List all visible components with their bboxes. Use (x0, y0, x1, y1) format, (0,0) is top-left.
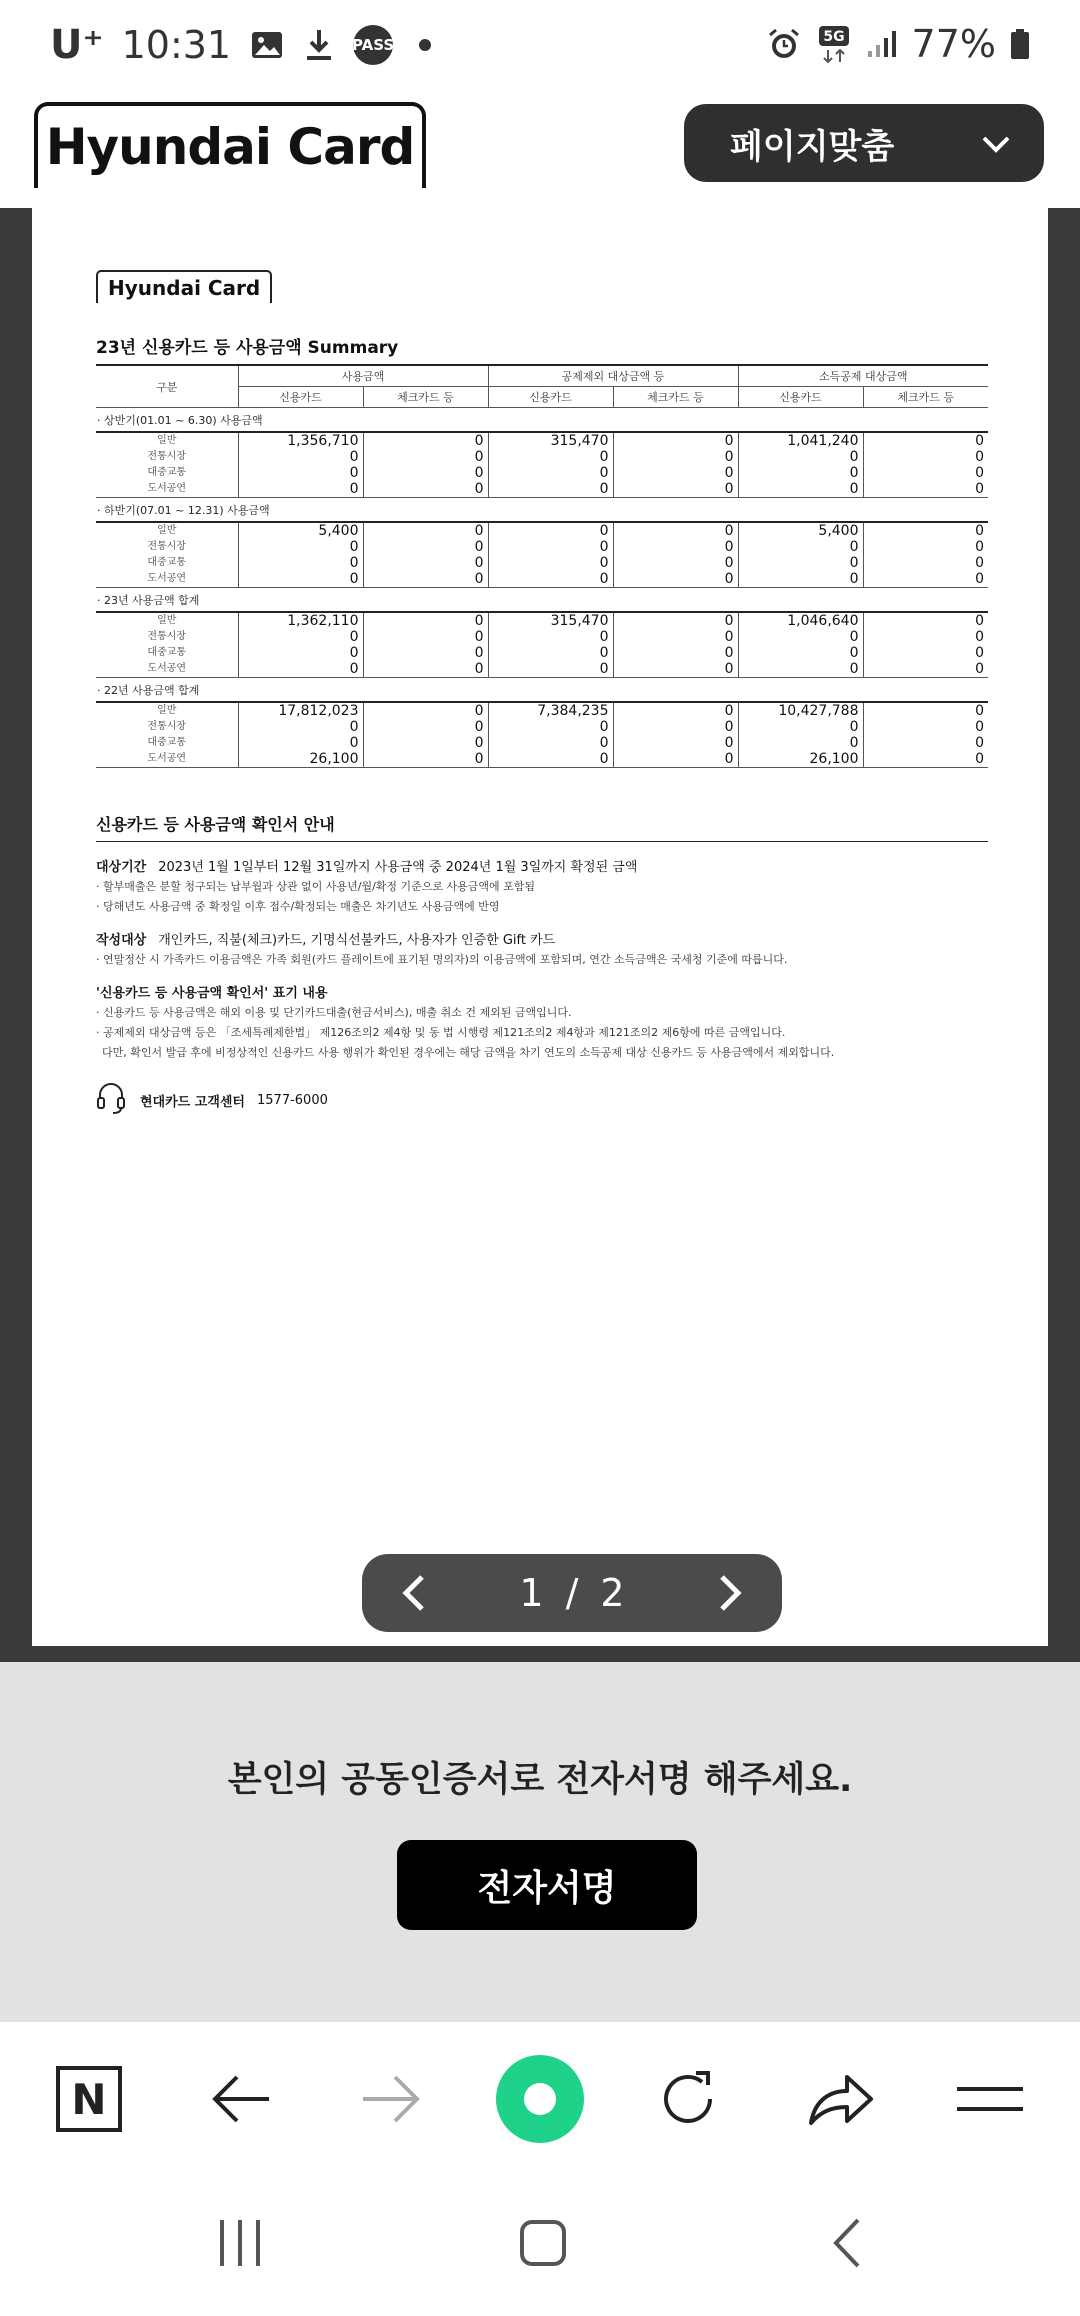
amount-cell: 0 (738, 555, 863, 571)
amount-cell: 0 (238, 719, 363, 735)
page-fit-label: 페이지맞춤 (730, 126, 895, 167)
row-label: 일반 (157, 705, 177, 716)
amount-cell: 0 (738, 449, 863, 465)
guide-title: 신용카드 등 사용금액 확인서 안내 (96, 812, 988, 842)
amount-cell: 0 (363, 645, 488, 661)
row-label: 도서공연 (96, 661, 238, 678)
amount-cell: 0 (863, 735, 988, 751)
document-page (32, 208, 1048, 1646)
hyundai-card-logo: Hyundai Card (34, 102, 426, 188)
amount-cell: 0 (488, 645, 613, 661)
e-signature-button[interactable]: 전자서명 (397, 1840, 697, 1930)
cs-label: 현대카드 고객센터 (140, 1094, 245, 1110)
amount-cell: 0 (488, 751, 613, 768)
amount-cell: 0 (863, 539, 988, 555)
period-label: 대상기간 (96, 860, 147, 875)
total-pages: 2 (600, 1571, 625, 1615)
period-note: · 당해년도 사용금액 중 확정일 이후 접수/확정되는 매출은 차기년도 사용금액에 반영 (96, 900, 500, 913)
display-row (96, 982, 988, 1001)
row-label: 전통시장 (147, 451, 187, 462)
row-label: 일반 (157, 435, 177, 446)
display-note: · 공제제외 대상금액 등은 「조세특례제한법」 제126조의2 제4항 및 동 법 시행령 제121조의2 제4항과 제121조의2 제6항에 따른 금액입니다. (96, 1026, 786, 1039)
sub-header: 체크카드 등 (613, 387, 738, 408)
amount-cell: 26,100 (238, 751, 363, 768)
amount-cell: 0 (613, 702, 738, 719)
amount-cell: 0 (863, 481, 988, 498)
amount-cell: 1,041,240 (738, 432, 863, 449)
section-header-row (96, 498, 988, 523)
customer-center (96, 1081, 988, 1119)
amount-cell: 5,400 (738, 522, 863, 539)
amount-cell: 315,470 (488, 612, 613, 629)
chevron-down-icon (978, 126, 1014, 171)
naver-home-icon[interactable] (44, 2054, 134, 2144)
back-arrow-icon[interactable] (196, 2054, 286, 2144)
amount-cell: 0 (363, 449, 488, 465)
next-page-button[interactable] (712, 1573, 748, 1622)
amount-cell: 0 (738, 571, 863, 588)
pass-icon: PASS (353, 25, 393, 65)
row-label: 대중교통 (147, 467, 187, 478)
amount-cell: 7,384,235 (488, 702, 613, 719)
amount-cell: 0 (238, 449, 363, 465)
amount-cell: 0 (363, 661, 488, 678)
group-header: 소득공제 대상금액 (738, 365, 988, 387)
page-navigator (362, 1554, 782, 1632)
amount-cell: 0 (738, 481, 863, 498)
amount-cell: 0 (363, 735, 488, 751)
row-label: 전통시장 (147, 721, 187, 732)
period-row (96, 856, 988, 875)
table-row (96, 539, 988, 555)
carrier-label: U⁺ (50, 22, 104, 68)
section-header-row (96, 408, 988, 433)
document-logo: Hyundai Card (96, 270, 272, 303)
amount-cell: 5,400 (238, 522, 363, 539)
menu-icon[interactable] (945, 2054, 1035, 2144)
amount-cell: 0 (863, 645, 988, 661)
amount-cell: 0 (613, 719, 738, 735)
row-label: 전통시장 (147, 631, 187, 642)
amount-cell: 0 (363, 702, 488, 719)
amount-cell: 10,427,788 (738, 702, 863, 719)
amount-cell: 0 (613, 661, 738, 678)
green-dot-icon[interactable] (495, 2054, 585, 2144)
period-text: 2023년 1월 1일부터 12월 31일까지 사용금액 중 2024년 1월 3일까지 확정된 금액 (158, 860, 638, 875)
page-separator: / (565, 1571, 579, 1615)
table-row (96, 555, 988, 571)
amount-cell: 0 (613, 629, 738, 645)
table-row (96, 735, 988, 751)
gallery-icon (249, 27, 285, 63)
download-icon (303, 27, 335, 63)
table-row (96, 719, 988, 735)
row-label: 일반 (157, 615, 177, 626)
amount-cell: 0 (613, 449, 738, 465)
network-5g-icon (816, 24, 852, 64)
amount-cell: 17,812,023 (238, 702, 363, 719)
amount-cell: 0 (238, 571, 363, 588)
amount-cell: 0 (613, 432, 738, 449)
row-label: 대중교통 (147, 557, 187, 568)
amount-cell: 0 (238, 465, 363, 481)
app-header (0, 96, 1080, 208)
amount-cell: 0 (613, 612, 738, 629)
amount-cell: 0 (613, 735, 738, 751)
amount-cell: 0 (613, 645, 738, 661)
alarm-icon (766, 26, 802, 62)
amount-cell: 0 (238, 629, 363, 645)
summary-title: 23년 신용카드 등 사용금액 Summary (96, 338, 399, 358)
amount-cell: 0 (738, 719, 863, 735)
amount-cell: 1,046,640 (738, 612, 863, 629)
sign-panel (0, 1662, 1080, 2022)
home-icon[interactable] (503, 2208, 583, 2278)
amount-cell: 0 (863, 432, 988, 449)
amount-cell: 0 (238, 645, 363, 661)
amount-cell: 0 (863, 661, 988, 678)
row-label: 대중교통 (147, 647, 187, 658)
forward-arrow-icon[interactable] (346, 2054, 436, 2144)
period-note: · 할부매출은 분할 청구되는 납부월과 상관 없이 사용년/월/확정 기준으로 사용금액에 포함됨 (96, 880, 536, 893)
amount-cell: 0 (363, 481, 488, 498)
row-label: 대중교통 (147, 737, 187, 748)
amount-cell: 0 (863, 465, 988, 481)
sign-prompt: 본인의 공동인증서로 전자서명 해주세요. (227, 1760, 853, 1800)
browser-toolbar (0, 2022, 1080, 2172)
amount-cell: 0 (738, 539, 863, 555)
table-row (96, 449, 988, 465)
amount-cell: 0 (863, 449, 988, 465)
amount-cell: 1,362,110 (238, 612, 363, 629)
current-page: 1 (519, 1571, 544, 1615)
section-title: · 23년 사용금액 합계 (96, 588, 988, 613)
sub-header: 신용카드 (488, 387, 613, 408)
row-label: 도서공연 (96, 481, 238, 498)
table-row (96, 522, 988, 539)
display-label: '신용카드 등 사용금액 확인서' 표기 내용 (96, 986, 328, 1001)
amount-cell: 0 (238, 539, 363, 555)
amount-cell: 1,356,710 (238, 432, 363, 449)
amount-cell: 0 (613, 522, 738, 539)
table-row (96, 612, 988, 629)
col-gubun: 구분 (96, 365, 238, 408)
target-text: 개인카드, 직불(체크)카드, 기명식선불카드, 사용자가 인증한 Gift 카드 (158, 933, 556, 948)
amount-cell: 0 (363, 612, 488, 629)
amount-cell: 0 (738, 465, 863, 481)
amount-cell: 0 (738, 735, 863, 751)
amount-cell: 26,100 (738, 751, 863, 768)
clock: 10:31 (121, 23, 232, 67)
amount-cell: 0 (863, 612, 988, 629)
headset-icon (96, 1081, 126, 1119)
amount-cell: 0 (863, 629, 988, 645)
amount-cell: 0 (363, 432, 488, 449)
amount-cell: 0 (363, 629, 488, 645)
amount-cell: 0 (363, 539, 488, 555)
amount-cell: 0 (613, 539, 738, 555)
table-row (96, 465, 988, 481)
table-row (96, 702, 988, 719)
amount-cell: 0 (863, 522, 988, 539)
share-icon[interactable] (795, 2054, 885, 2144)
sub-header: 체크카드 등 (863, 387, 988, 408)
amount-cell: 315,470 (488, 432, 613, 449)
system-nav-bar (0, 2172, 1080, 2316)
amount-cell: 0 (613, 481, 738, 498)
signal-icon (866, 29, 898, 59)
amount-cell: 0 (863, 751, 988, 768)
amount-cell: 0 (238, 735, 363, 751)
cs-phone: 1577-6000 (257, 1092, 328, 1108)
table-row (96, 629, 988, 645)
page-fit-dropdown[interactable] (684, 104, 1044, 182)
battery-icon (1010, 28, 1030, 60)
amount-cell: 0 (738, 661, 863, 678)
amount-cell: 0 (613, 571, 738, 588)
amount-cell: 0 (613, 465, 738, 481)
sub-header: 신용카드 (738, 387, 863, 408)
document-viewer[interactable] (0, 208, 1080, 1662)
amount-cell: 0 (863, 555, 988, 571)
amount-cell: 0 (863, 702, 988, 719)
sub-header: 체크카드 등 (363, 387, 488, 408)
table-row (96, 571, 988, 588)
amount-cell: 0 (488, 719, 613, 735)
row-label: 도서공연 (96, 571, 238, 588)
amount-cell: 0 (238, 555, 363, 571)
section-header-row (96, 678, 988, 703)
amount-cell: 0 (488, 449, 613, 465)
amount-cell: 0 (488, 629, 613, 645)
group-header: 공제제외 대상금액 등 (488, 365, 738, 387)
amount-cell: 0 (363, 719, 488, 735)
amount-cell: 0 (863, 719, 988, 735)
amount-cell: 0 (363, 751, 488, 768)
section-title: · 22년 사용금액 합계 (96, 678, 988, 703)
refresh-icon[interactable] (643, 2054, 733, 2144)
target-note: · 연말정산 시 가족카드 이용금액은 가족 회원(카드 플레이트에 표기된 명의자)의 이용금액에 포함되며, 연간 소득금액은 국세청 기준에 따릅니다. (96, 953, 788, 966)
amount-cell: 0 (488, 539, 613, 555)
amount-cell: 0 (238, 481, 363, 498)
amount-cell: 0 (238, 661, 363, 678)
amount-cell: 0 (613, 751, 738, 768)
target-row (96, 929, 988, 948)
system-back-icon[interactable] (806, 2208, 886, 2278)
amount-cell: 0 (363, 571, 488, 588)
amount-cell: 0 (613, 555, 738, 571)
amount-cell: 0 (363, 465, 488, 481)
amount-cell: 0 (488, 522, 613, 539)
sub-header: 신용카드 (238, 387, 363, 408)
row-label: 도서공연 (96, 751, 238, 768)
naver-letter: N (71, 2075, 107, 2124)
summary-table (96, 364, 988, 768)
display-note: · 신용카드 등 사용금액은 해외 이용 및 단기카드대출(현금서비스), 매출 취소 건 제외된 금액입니다. (96, 1006, 572, 1019)
amount-cell: 0 (738, 629, 863, 645)
table-row (96, 661, 988, 678)
amount-cell: 0 (488, 661, 613, 678)
battery-percent: 77% (911, 22, 996, 66)
status-bar (0, 0, 1080, 96)
amount-cell: 0 (488, 571, 613, 588)
prev-page-button[interactable] (396, 1573, 432, 1622)
network-label: 5G (822, 29, 845, 45)
section-header-row (96, 588, 988, 613)
section-title: · 하반기(07.01 ~ 12.31) 사용금액 (96, 498, 988, 523)
table-row (96, 432, 988, 449)
recent-apps-icon[interactable] (200, 2208, 280, 2278)
amount-cell: 0 (363, 555, 488, 571)
amount-cell: 0 (488, 481, 613, 498)
amount-cell: 0 (488, 555, 613, 571)
group-header: 사용금액 (238, 365, 488, 387)
section-title: · 상반기(01.01 ~ 6.30) 사용금액 (96, 408, 988, 433)
amount-cell: 0 (863, 571, 988, 588)
table-row (96, 751, 988, 768)
table-row (96, 481, 988, 498)
notification-dot-icon (419, 39, 431, 51)
amount-cell: 0 (488, 735, 613, 751)
row-label: 일반 (157, 525, 177, 536)
display-note: 다만, 확인서 발급 후에 비정상적인 신용카드 사용 행위가 확인된 경우에는 해당 금액을 차기 연도의 소득공제 대상 신용카드 등 사용금액에서 제외합니다. (102, 1046, 835, 1059)
amount-cell: 0 (738, 645, 863, 661)
row-label: 전통시장 (147, 541, 187, 552)
table-row (96, 645, 988, 661)
target-label: 작성대상 (96, 933, 147, 948)
amount-cell: 0 (363, 522, 488, 539)
amount-cell: 0 (488, 465, 613, 481)
